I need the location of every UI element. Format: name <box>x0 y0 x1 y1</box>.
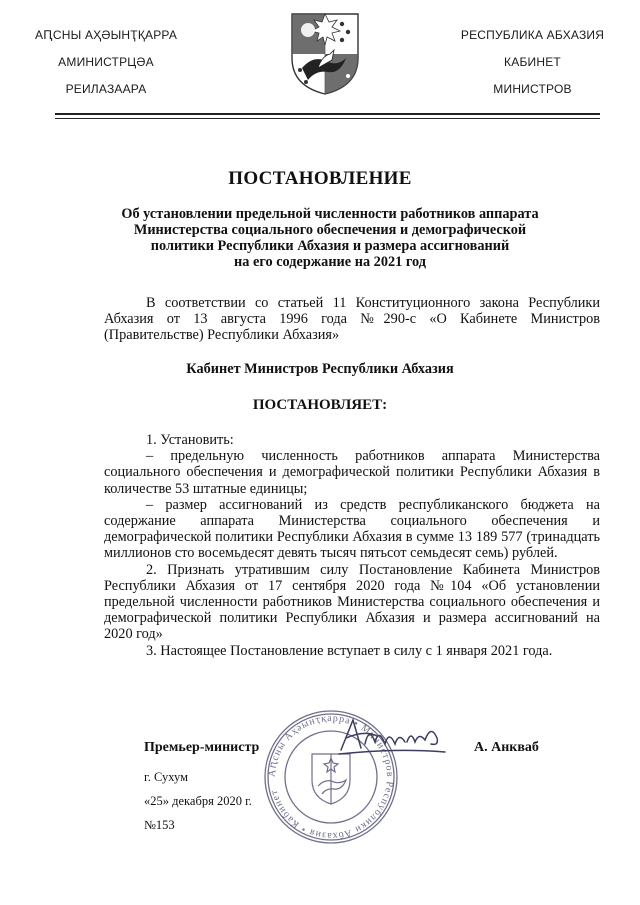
preamble-paragraph: В соответствии со статьей 11 Конституционного закона Республики Абхазия от 13 августа 1996 года №290-с «О Кабинете Министров (Правительстве) Республики Абхазия» <box>104 295 600 344</box>
decree-item: 2. Признать утратившим силу Постановление Кабинета Министров Республики Абхазия от 17 сентября 2020 года №104 «Об установлении предельной численности работников Министерства социального обеспечения и демографической политики Республики Абхазия и размера ассигнований на 2020 год» <box>104 561 600 643</box>
document-subject <box>100 206 560 270</box>
decree-items <box>104 432 600 659</box>
handwritten-signature <box>335 714 447 758</box>
decree-item: 3. Настоящее Постановление вступает в силу с 1 января 2021 года. <box>146 642 553 659</box>
header-divider-thin <box>55 118 600 119</box>
header-right-line-1: РЕСПУБЛИКА АБХАЗИЯ <box>460 28 605 42</box>
issue-place: г. Сухум <box>144 770 189 784</box>
decrees-heading: ПОСТАНОВЛЯЕТ: <box>252 397 388 413</box>
document-type-title: ПОСТАНОВЛЕНИЕ <box>228 168 412 189</box>
subject-line: Об установлении предельной численности работников аппарата <box>121 206 539 222</box>
coat-of-arms-icon <box>288 10 362 96</box>
header-divider-thick <box>55 113 600 115</box>
header-left-block <box>0 22 212 103</box>
decree-item: 1. Установить: <box>146 432 234 448</box>
header-right-line-2: КАБИНЕТ <box>504 55 561 69</box>
subject-line: Министерства социального обеспечения и демографической <box>133 222 527 238</box>
header-left-line-1: АԤСНЫ АҲӘЫНҬҚАРРА <box>34 28 178 42</box>
header-right-block <box>425 22 640 103</box>
decree-item: – предельную численность работников аппарата Министерства социального обеспечения и демографической политики Республики Абхазия в количестве 53 штатные единицы; <box>104 448 600 497</box>
document-number: №153 <box>144 818 175 832</box>
issuer-heading: Кабинет Министров Республики Абхазия <box>186 361 454 377</box>
header-left-line-3: РЕИЛАЗААРА <box>65 82 147 96</box>
seal-ring-text: Аԥсны Аҳәынҭқарра • Министров Республики Абхазия • Кабинет <box>266 712 396 842</box>
subject-line: на его содержание на 2021 год <box>234 254 426 270</box>
signatory-role: Премьер-министр <box>144 740 260 755</box>
decree-item: – размер ассигнований из средств республиканского бюджета на содержание аппарата Министерства социального обеспечения и демографической политики Республики Абхазия в сумме 13 189 577 (тринадцать миллионов сто восемьдесят девять тысяч пятьсот семьдесят семь) рублей. <box>104 496 600 562</box>
signatory-name: А. Анкваб <box>474 740 539 755</box>
issue-date: «25» декабря 2020 г. <box>144 794 252 808</box>
header-right-line-3: МИНИСТРОВ <box>493 82 572 96</box>
header-left-line-2: АМИНИСТРЦӘА <box>58 55 154 69</box>
subject-line: политики Республики Абхазия и размера ассигнований <box>150 238 510 254</box>
